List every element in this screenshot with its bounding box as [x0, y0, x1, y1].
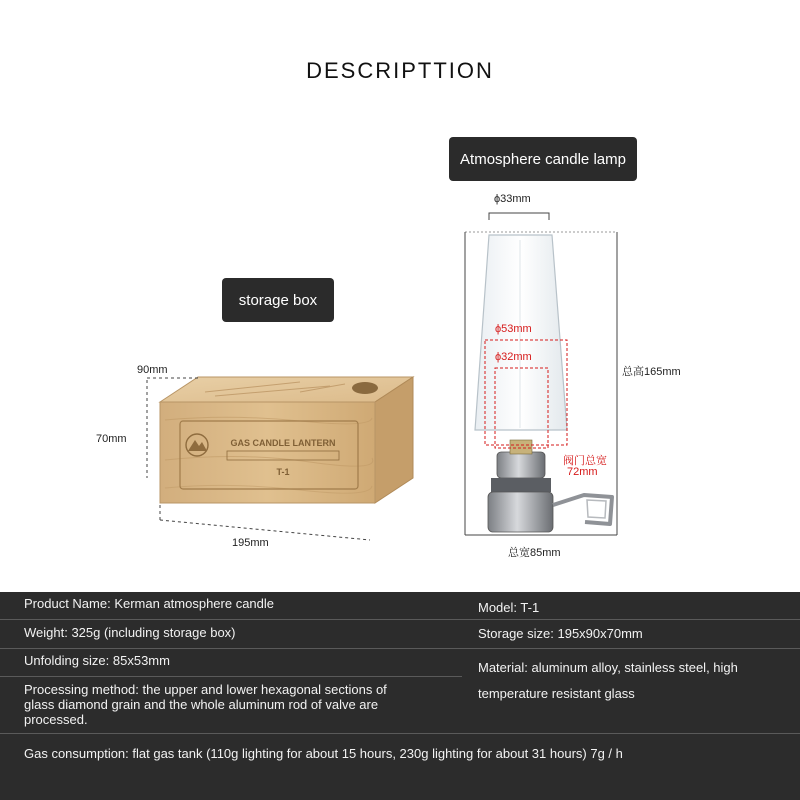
- lamp-total-height-dim: 总高165mm: [622, 366, 681, 378]
- lamp-inner-diameter-dim: ϕ32mm: [495, 351, 532, 363]
- spec-panel: [0, 592, 800, 800]
- spec-processing: Processing method: the upper and lower hexagonal sections of glass diamond grain and the whole aluminum rod of valve are processed.: [24, 682, 387, 727]
- lamp-mid-diameter-dim: ϕ53mm: [495, 323, 532, 335]
- spec-product-name: Product Name: Kerman atmosphere candle: [24, 596, 275, 611]
- candle-lamp: [475, 235, 612, 532]
- box-depth-dim: 90mm: [137, 364, 168, 376]
- box-height-dim: 70mm: [96, 433, 127, 445]
- lamp-valve-width-label: 阀门总宽: [563, 455, 607, 467]
- lamp-label: Atmosphere candle lamp: [449, 137, 637, 181]
- spec-material: Material: aluminum alloy, stainless steel, high temperature resistant glass: [478, 660, 738, 701]
- lamp-valve-width-dim: 72mm: [567, 466, 598, 478]
- spec-divider: [0, 619, 800, 620]
- spec-storage-size: Storage size: 195x90x70mm: [478, 626, 643, 641]
- spec-divider: [0, 733, 800, 734]
- lamp-top-diameter-dim: ϕ33mm: [494, 193, 531, 205]
- box-label: storage box: [222, 278, 334, 322]
- spec-model: Model: T-1: [478, 600, 540, 615]
- spec-unfolding-size: Unfolding size: 85x53mm: [24, 653, 170, 668]
- box-length-dim: 195mm: [232, 537, 269, 549]
- box-engraving-title: GAS CANDLE LANTERN: [230, 438, 336, 448]
- box-engraving-model: T-1: [276, 467, 290, 477]
- spec-weight: Weight: 325g (including storage box): [24, 625, 236, 640]
- spec-gas-consumption: Gas consumption: flat gas tank (110g lighting for about 15 hours, 230g lighting for about 31 hours) 7g / h: [24, 746, 623, 761]
- lamp-total-width-dim: 总宽85mm: [508, 547, 561, 559]
- wooden-storage-box: [160, 377, 413, 503]
- page-title: DESCRIPTTION: [306, 58, 494, 83]
- spec-divider: [0, 676, 462, 677]
- spec-divider: [0, 648, 800, 649]
